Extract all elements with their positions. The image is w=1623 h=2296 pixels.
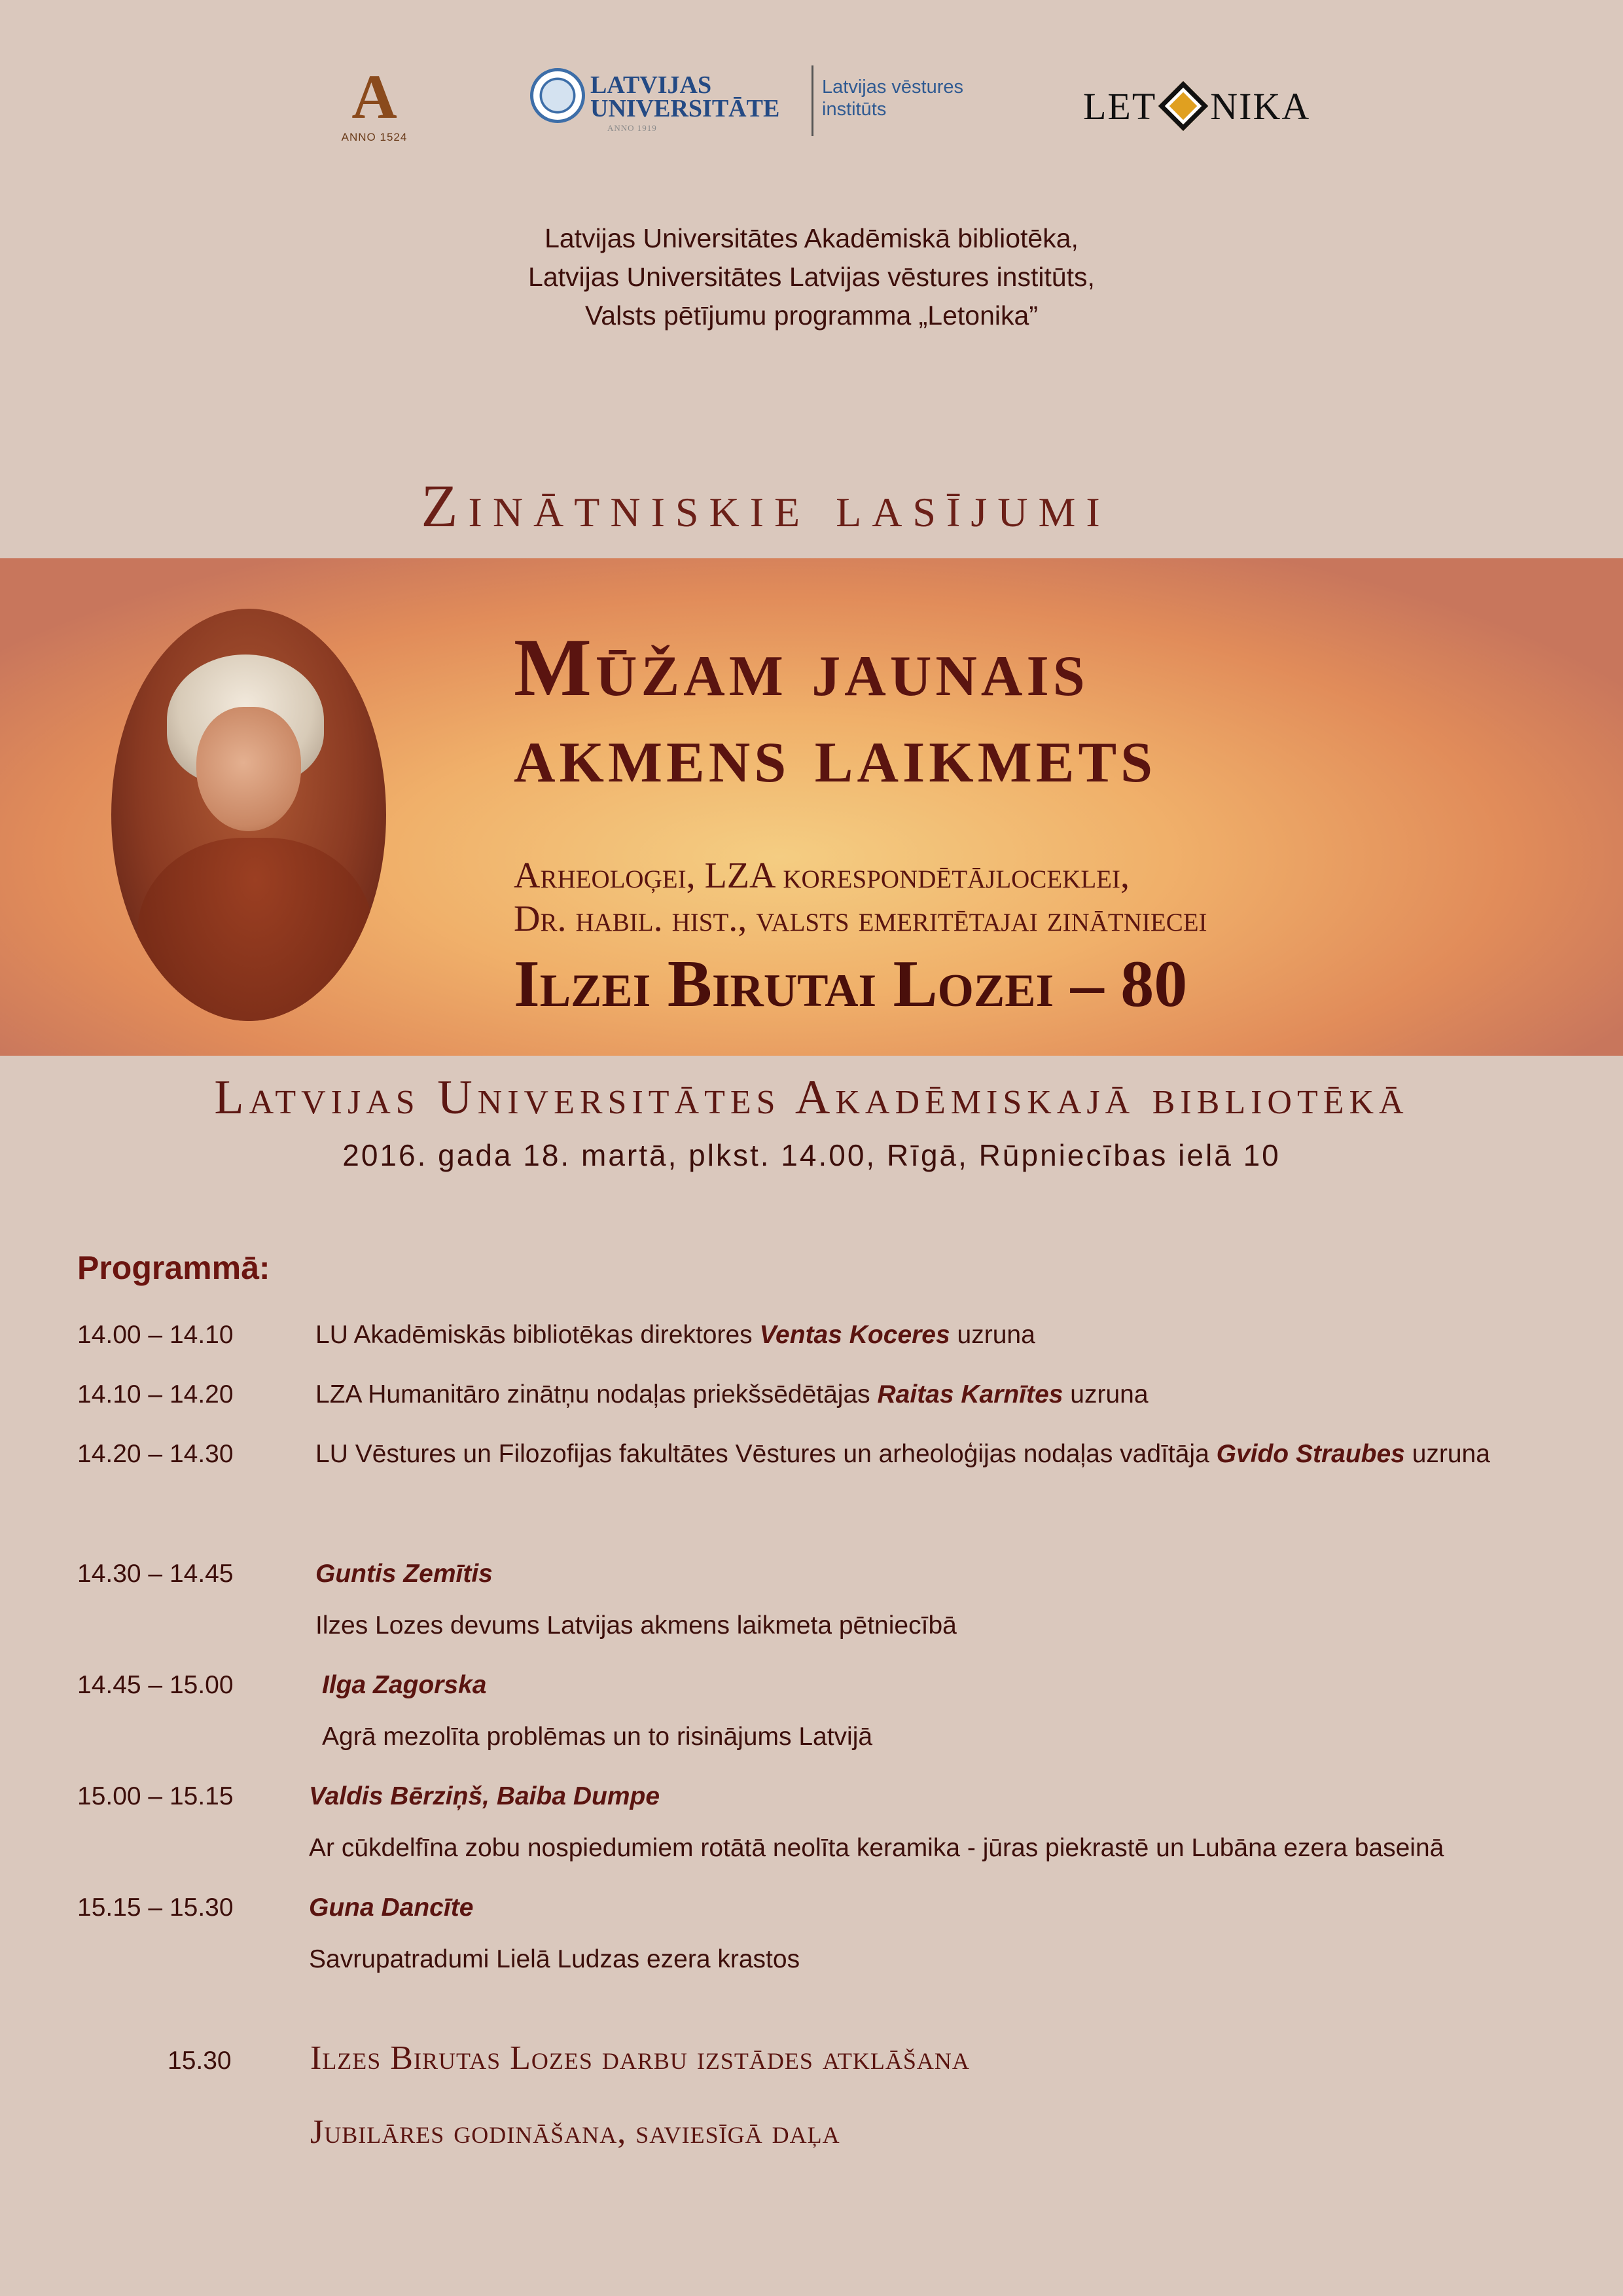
talk-time: 14.30 – 14.45 (77, 1560, 234, 1588)
university-name-line1: LATVIJAS (590, 71, 712, 99)
organizer-line: Valsts pētījumu programma „Letonika” (585, 300, 1038, 331)
logo-divider (812, 65, 813, 136)
university-logo (530, 65, 982, 144)
letonika-right: NIKA (1210, 84, 1311, 128)
program-time: 14.20 – 14.30 (77, 1440, 234, 1468)
event-title-line1: Mūžam jaunais (514, 622, 1089, 713)
talk-title: Ilzes Lozes devums Latvijas akmens laikmeta pētniecībā (315, 1611, 957, 1640)
institute-name-line2: institūts (822, 99, 887, 120)
talk-speaker: Valdis Bērziņš, Baiba Dumpe (309, 1782, 660, 1810)
program-description: LU Akadēmiskās bibliotēkas direktores Ventas Koceres uzruna (315, 1321, 1035, 1349)
talk-speaker: Guntis Zemītis (315, 1560, 493, 1588)
institute-name-line1: Latvijas vēstures (822, 77, 963, 98)
talk-speaker: Guna Dancīte (309, 1893, 474, 1922)
organizers (0, 219, 1623, 335)
program-time: 14.00 – 14.10 (77, 1321, 234, 1349)
honoree-name: Ilzei Birutai Lozei – 80 (514, 947, 1188, 1021)
talk-title: Agrā mezolīta problēmas un to risinājums Latvijā (322, 1723, 873, 1751)
event-title (514, 622, 1495, 800)
talk-speaker: Ilga Zagorska (322, 1671, 487, 1699)
dedication-line1: Arheoloģei, LZA korespondētājloceklei, (514, 855, 1130, 896)
talk-title: Ar cūkdelfīna zobu nospiedumiem rotātā neolīta keramika - jūras piekrastē un Lubāna ezera baseinā (309, 1834, 1444, 1862)
letonika-diamond-icon (1158, 81, 1208, 131)
letonika-left: LET (1083, 84, 1157, 128)
institute-name (822, 76, 963, 120)
program-description: LZA Humanitāro zinātņu nodaļas priekšsēdētājas Raitas Karnītes uzruna (315, 1380, 1149, 1408)
organizer-line: Latvijas Universitātes Akadēmiskā bibliotēka, (544, 223, 1079, 253)
program-time: 14.10 – 14.20 (77, 1380, 234, 1408)
talk-title: Savrupatradumi Lielā Ludzas ezera krastos (309, 1945, 800, 1973)
library-logo-anno: ANNO 1524 (341, 131, 408, 143)
speaker-name: Gvido Straubes (1216, 1440, 1405, 1468)
lu-library-logo (335, 64, 414, 145)
program-description: LU Vēstures un Filozofijas fakultātes Vēstures un arheoloģijas nodaļas vadītāja Gvido Straubes uzruna (315, 1440, 1490, 1468)
celebration: Jubilāres godināšana, saviesīgā daļa (310, 2113, 840, 2151)
closing-time: 15.30 (168, 2047, 232, 2075)
university-anno: ANNO 1919 (607, 123, 657, 133)
university-name-line2: UNIVERSITĀTE (590, 95, 780, 122)
dedication-line2: Dr. habil. hist., valsts emeritētajai zinātniecei (514, 899, 1207, 939)
program-heading: Programmā: (77, 1249, 270, 1286)
letonika-logo (1083, 80, 1319, 132)
portrait-image (111, 609, 386, 1021)
event-datetime: 2016. gada 18. martā, plkst. 14.00, Rīgā, Rūpniecības ielā 10 (342, 1138, 1281, 1172)
library-monogram-icon: A (351, 62, 397, 132)
talk-time: 15.00 – 15.15 (77, 1782, 234, 1810)
speaker-name: Raitas Karnītes (877, 1380, 1063, 1408)
university-name (590, 73, 779, 120)
university-seal-icon (530, 68, 585, 123)
talk-time: 14.45 – 15.00 (77, 1671, 234, 1699)
series-title: Zinātniskie lasījumi (421, 473, 1111, 539)
venue: Latvijas Universitātes Akadēmiskajā bibliotēkā (214, 1071, 1409, 1124)
speaker-name: Ventas Koceres (759, 1321, 950, 1349)
event-title-line2: akmens laikmets (514, 709, 1157, 800)
talk-time: 15.15 – 15.30 (77, 1893, 234, 1922)
exhibition-opening: Ilzes Birutas Lozes darbu izstādes atklāšana (310, 2039, 970, 2077)
dedication (514, 854, 1574, 941)
organizer-line: Latvijas Universitātes Latvijas vēstures institūts, (528, 262, 1095, 292)
